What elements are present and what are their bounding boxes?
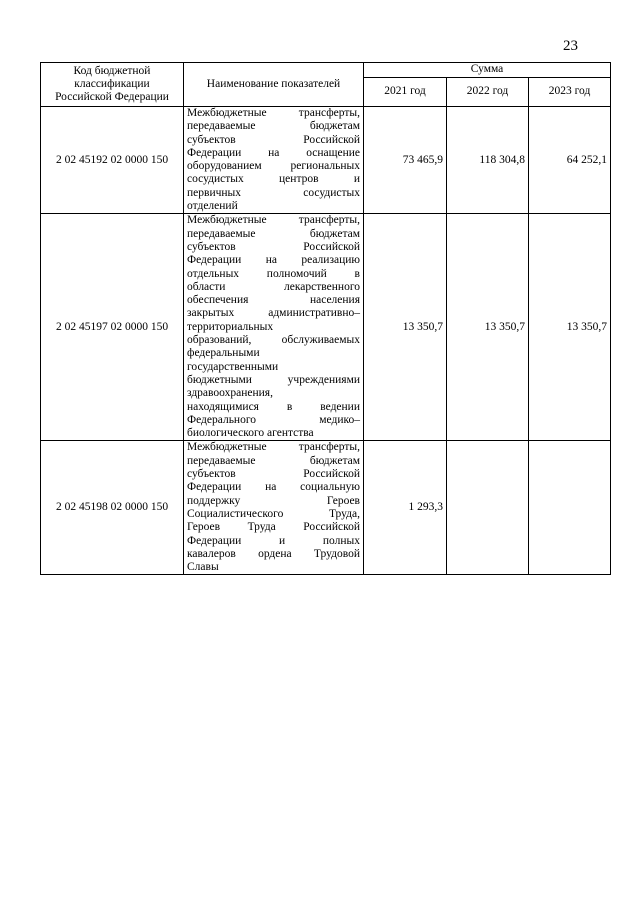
indicator-name-line: сосудистых центров и xyxy=(187,173,360,186)
header-year-2022: 2022 год xyxy=(447,78,529,107)
header-code-line: Код бюджетной xyxy=(73,64,151,77)
indicator-name-line: находящимися в ведении xyxy=(187,400,360,413)
indicator-name-line: отделений xyxy=(187,200,238,213)
indicator-name-line: биологического агентства xyxy=(187,427,314,440)
indicator-name-line: Федерации на реализацию xyxy=(187,254,360,267)
indicator-name-line: области лекарственного xyxy=(187,280,360,293)
indicator-name-line: поддержку Героев xyxy=(187,494,360,507)
table-row xyxy=(41,441,611,575)
indicator-name-line: передаваемые бюджетам xyxy=(187,120,360,133)
budget-code-cell: 2 02 45198 02 0000 150 xyxy=(41,441,184,575)
amount-2022-cell: 118 304,8 xyxy=(447,107,529,214)
table-row xyxy=(41,107,611,214)
amount-2023-cell: 13 350,7 xyxy=(529,214,611,441)
indicator-name-line: передаваемые бюджетам xyxy=(187,454,360,467)
header-code-line: классификации xyxy=(74,77,150,90)
indicator-name-line: обеспечения населения xyxy=(187,294,360,307)
indicator-name-line: Федерации на социальную xyxy=(187,481,360,494)
amount-2021-cell: 73 465,9 xyxy=(364,107,447,214)
indicator-name-line: бюджетными учреждениями xyxy=(187,373,360,386)
indicator-name-line: образований, обслуживаемых xyxy=(187,334,360,347)
header-year-2023: 2023 год xyxy=(529,78,611,107)
amount-2022-cell: 13 350,7 xyxy=(447,214,529,441)
indicator-name-line: кавалеров ордена Трудовой xyxy=(187,547,360,560)
indicator-name-line: субъектов Российской xyxy=(187,468,360,481)
amount-2023-cell xyxy=(529,441,611,575)
header-code xyxy=(41,63,184,107)
indicator-name-line: Межбюджетные трансферты, xyxy=(187,441,360,454)
indicator-name-line: территориальных xyxy=(187,320,274,333)
page-number: 23 xyxy=(563,38,578,54)
indicator-name-line: первичных сосудистых xyxy=(187,186,360,199)
indicator-name-line: здравоохранения, xyxy=(187,387,273,400)
amount-2021-cell: 13 350,7 xyxy=(364,214,447,441)
indicator-name-line: отдельных полномочий в xyxy=(187,267,360,280)
indicator-name-line: федеральными xyxy=(187,347,260,360)
indicator-name-cell xyxy=(184,107,364,214)
budget-table xyxy=(40,62,611,575)
budget-code-cell: 2 02 45197 02 0000 150 xyxy=(41,214,184,441)
indicator-name-line: Межбюджетные трансферты, xyxy=(187,107,360,119)
indicator-name-line: Героев Труда Российской xyxy=(187,521,360,534)
indicator-name-line: Межбюджетные трансферты, xyxy=(187,214,360,227)
indicator-name-line: субъектов Российской xyxy=(187,240,360,253)
table-row xyxy=(41,214,611,441)
header-code-line: Российской Федерации xyxy=(55,91,169,104)
indicator-name-line: Социалистического Труда, xyxy=(187,507,360,520)
budget-code-cell: 2 02 45192 02 0000 150 xyxy=(41,107,184,214)
indicator-name-line: оборудованием региональных xyxy=(187,160,360,173)
indicator-name-line: Федерации на оснащение xyxy=(187,146,360,159)
indicator-name-line: закрытых административно– xyxy=(187,307,360,320)
amount-2022-cell xyxy=(447,441,529,575)
amount-2023-cell: 64 252,1 xyxy=(529,107,611,214)
amount-2021-cell: 1 293,3 xyxy=(364,441,447,575)
indicator-name-cell xyxy=(184,214,364,441)
header-year-2021: 2021 год xyxy=(364,78,447,107)
indicator-name-line: государственными xyxy=(187,360,279,373)
header-name: Наименование показателей xyxy=(184,63,364,107)
header-sum: Сумма xyxy=(364,63,611,78)
indicator-name-line: субъектов Российской xyxy=(187,133,360,146)
indicator-name-line: передаваемые бюджетам xyxy=(187,227,360,240)
indicator-name-line: Славы xyxy=(187,561,219,574)
indicator-name-line: Федерального медико– xyxy=(187,413,360,426)
indicator-name-cell xyxy=(184,441,364,575)
indicator-name-line: Федерации и полных xyxy=(187,534,360,547)
